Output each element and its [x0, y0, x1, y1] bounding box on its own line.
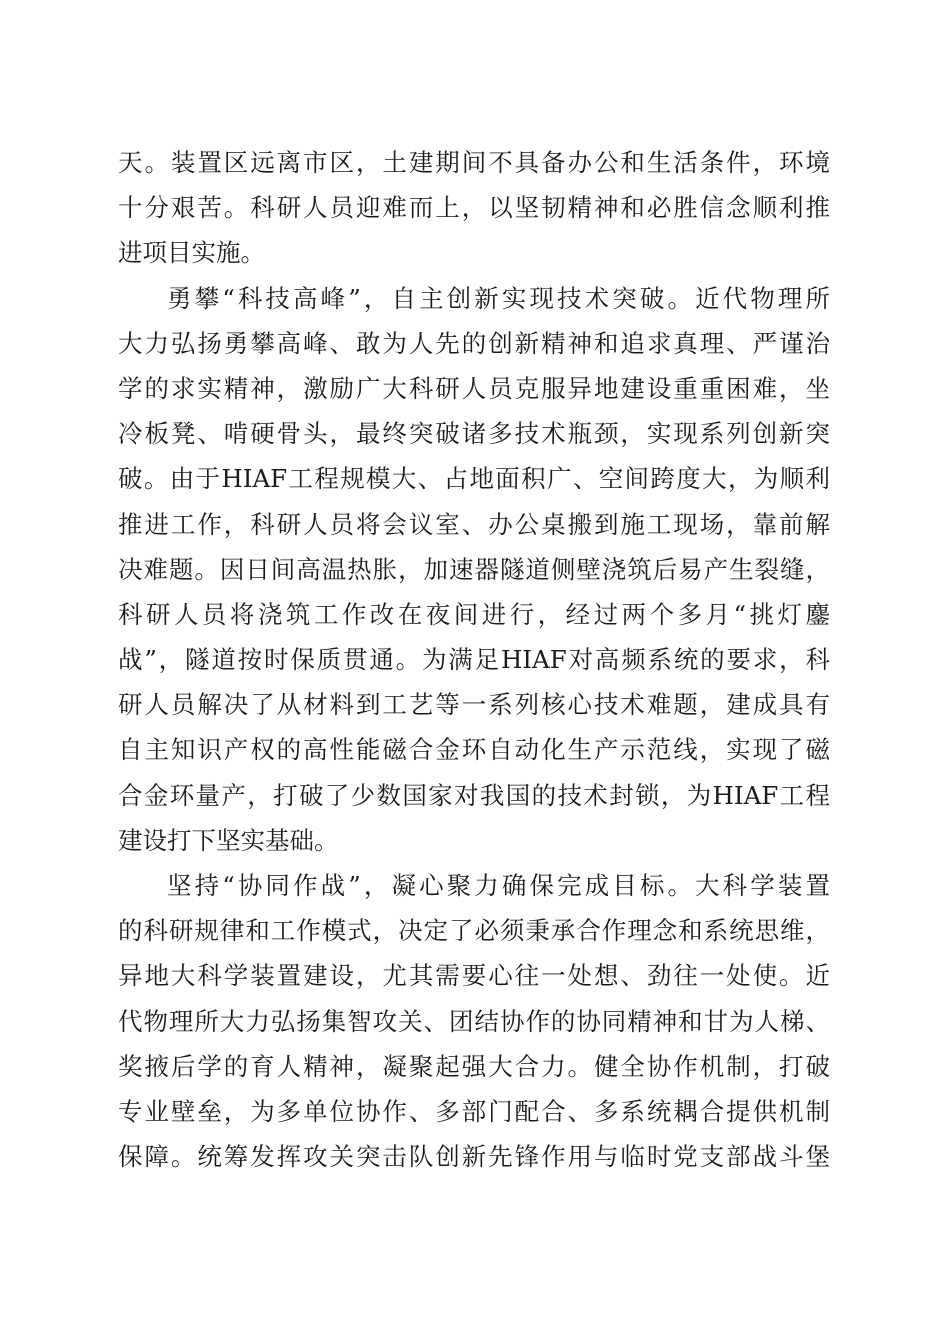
paragraph-start-line: 坚持“协同作战”，凝心聚力确保完成目标。大科学装置 [167, 871, 830, 900]
text-line: 战”，隧道按时保质贯通。为满足HIAF对高频系统的要求，科 [118, 645, 830, 675]
text-line: 合金环量产，打破了少数国家对我国的技术封锁，为HIAF工程 [118, 780, 830, 810]
text-line: 天。装置区远离市区，土建期间不具备办公和生活条件，环境 [118, 148, 830, 177]
text-line: 代物理所大力弘扬集智攻关、团结协作的协同精神和甘为人梯、 [118, 1006, 830, 1036]
text-line: 异地大科学装置建设，尤其需要心往一处想、劲往一处使。近 [118, 961, 830, 991]
text-line: 科研人员将浇筑工作改在夜间进行，经过两个多月“挑灯鏖 [118, 599, 830, 629]
text-line: 学的求实精神，激励广大科研人员克服异地建设重重困难，坐 [118, 373, 830, 403]
document-body [118, 140, 830, 1179]
text-line: 推进工作，科研人员将会议室、办公桌搬到施工现场，靠前解 [118, 509, 830, 539]
text-line: 的科研规律和工作模式，决定了必须秉承合作理念和系统思维， [118, 916, 830, 946]
text-line: 进项目实施。 [118, 238, 265, 268]
text-line: 冷板凳、啃硬骨头，最终突破诸多技术瓶颈，实现系列创新突 [118, 419, 830, 449]
text-line: 自主知识产权的高性能磁合金环自动化生产示范线，实现了磁 [118, 735, 830, 765]
text-line: 决难题。因日间高温热胀，加速器隧道侧壁浇筑后易产生裂缝， [118, 554, 830, 584]
text-line: 破。由于HIAF工程规模大、占地面积广、空间跨度大，为顺利 [118, 464, 830, 494]
text-line: 奖掖后学的育人精神，凝聚起强大合力。健全协作机制，打破 [118, 1051, 830, 1081]
text-line: 大力弘扬勇攀高峰、敢为人先的创新精神和追求真理、严谨治 [118, 328, 830, 358]
text-line: 建设打下坚实基础。 [118, 825, 339, 855]
text-line: 十分艰苦。科研人员迎难而上，以坚韧精神和必胜信念顺利推 [118, 193, 830, 223]
text-line: 专业壁垒，为多单位协作、多部门配合、多系统耦合提供机制 [118, 1096, 830, 1126]
text-line: 研人员解决了从材料到工艺等一系列核心技术难题，建成具有 [118, 690, 830, 720]
paragraph-start-line: 勇攀“科技高峰”，自主创新实现技术突破。近代物理所 [167, 283, 830, 313]
text-line: 保障。统筹发挥攻关突击队创新先锋作用与临时党支部战斗堡 [118, 1142, 830, 1172]
